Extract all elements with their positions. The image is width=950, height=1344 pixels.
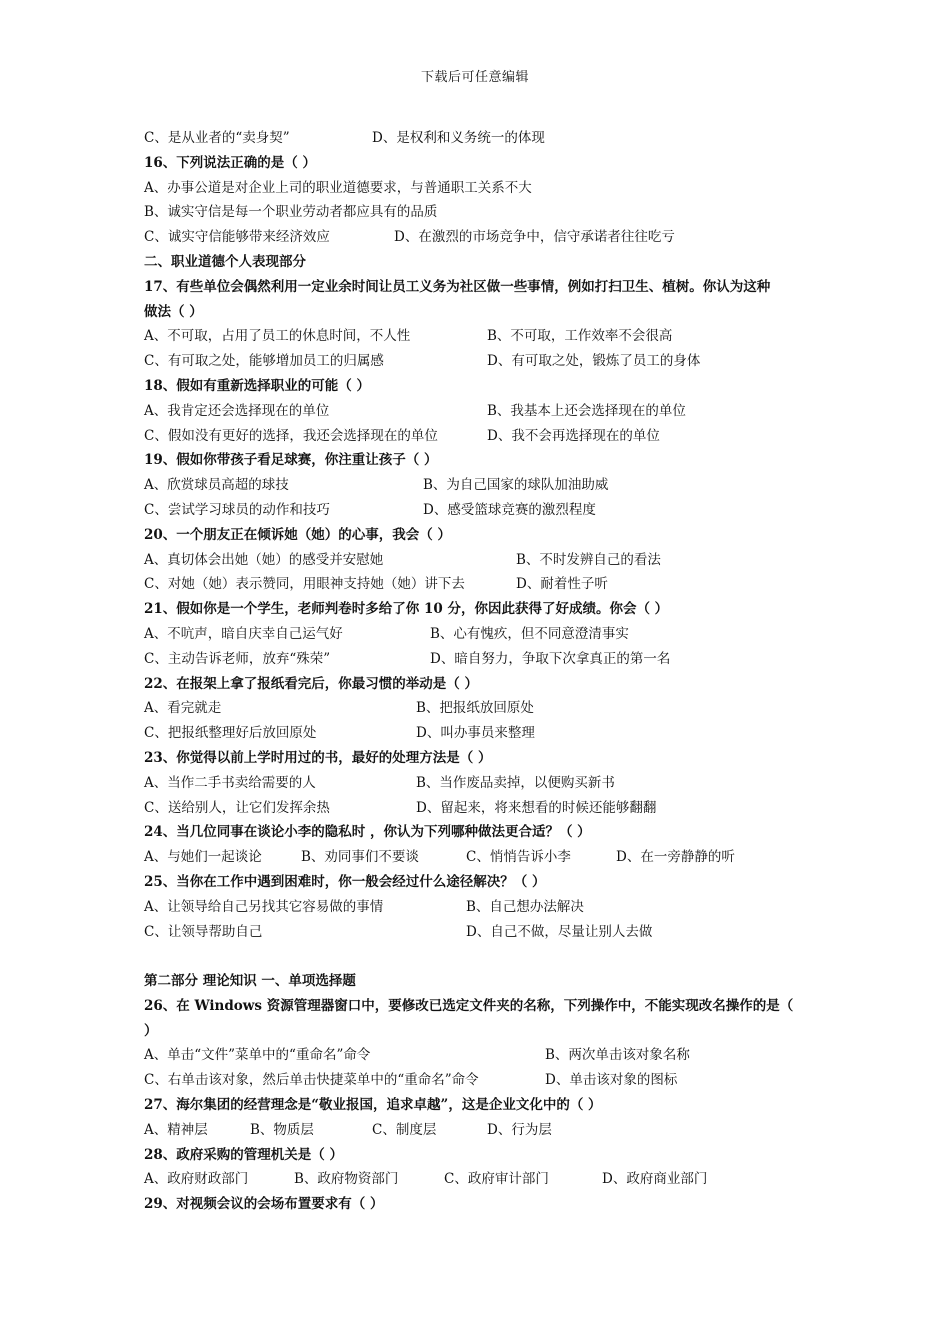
answer-option: C、右单击该对象，然后单击快捷菜单中的“重命名”命令 bbox=[144, 1072, 479, 1089]
question-line: 17、有些单位会偶然利用一定业余时间让员工义务为社区做一些事情，例如打扫卫生、植树。你认为这种 bbox=[144, 278, 771, 295]
answer-option: C、送给别人，让它们发挥余热 bbox=[144, 799, 330, 816]
question-line: 29、对视频会议的会场布置要求有（ ） bbox=[144, 1196, 384, 1213]
options-line bbox=[144, 895, 824, 920]
answer-option: B、诚实守信是每一个职业劳动者都应具有的品质 bbox=[144, 204, 438, 221]
answer-option: C、对她（她）表示赞同，用眼神支持她（她）讲下去 bbox=[144, 576, 465, 593]
answer-option: D、政府商业部门 bbox=[602, 1171, 708, 1188]
answer-option: A、精神层 bbox=[144, 1121, 208, 1138]
answer-option: B、把报纸放回原处 bbox=[416, 700, 534, 717]
answer-option: D、自己不做，尽量让别人去做 bbox=[466, 923, 653, 940]
options-line bbox=[144, 1167, 824, 1192]
answer-option: A、让领导给自己另找其它容易做的事情 bbox=[144, 898, 384, 915]
answer-option: B、不可取，工作效率不会很高 bbox=[487, 328, 673, 345]
options-line bbox=[144, 473, 824, 498]
options-line bbox=[144, 721, 824, 746]
options-line bbox=[144, 1068, 824, 1093]
options-line bbox=[144, 920, 824, 945]
answer-option: A、单击“文件”菜单中的“重命名”命令 bbox=[144, 1047, 371, 1064]
question-line: 16、下列说法正确的是（ ） bbox=[144, 154, 316, 171]
answer-option: D、暗自努力，争取下次拿真正的第一名 bbox=[430, 650, 671, 667]
question-line: 26、在 Windows 资源管理器窗口中，要修改已选定文件夹的名称，下列操作中，不能实现改名操作的是（ bbox=[144, 997, 794, 1014]
answer-option: C、是从业者的“卖身契” bbox=[144, 130, 290, 146]
options-line bbox=[144, 324, 824, 349]
question-line: 23、你觉得以前上学时用过的书，最好的处理方法是（ ） bbox=[144, 749, 492, 766]
answer-option: C、政府审计部门 bbox=[444, 1171, 549, 1188]
answer-option: B、当作废品卖掉，以便购买新书 bbox=[416, 774, 615, 791]
options-line bbox=[144, 796, 824, 821]
question-line: ） bbox=[144, 1022, 158, 1039]
answer-option: C、诚实守信能够带来经济效应 bbox=[144, 229, 330, 246]
answer-option: D、有可取之处，锻炼了员工的身体 bbox=[487, 353, 701, 370]
answer-option: D、留起来，将来想看的时候还能够翻翻 bbox=[416, 799, 657, 816]
question-line: 27、海尔集团的经营理念是“敬业报国，追求卓越”，这是企业文化中的（ ） bbox=[144, 1097, 602, 1114]
answer-option: B、物质层 bbox=[250, 1121, 314, 1138]
answer-option: B、自己想办法解决 bbox=[466, 898, 584, 915]
answer-option: A、政府财政部门 bbox=[144, 1171, 249, 1188]
answer-option: B、不时发辨自己的看法 bbox=[516, 551, 661, 568]
answer-option: B、政府物资部门 bbox=[294, 1171, 399, 1188]
options-line bbox=[144, 176, 824, 201]
answer-option: A、真切体会出她（她）的感受并安慰她 bbox=[144, 551, 384, 568]
options-line bbox=[144, 498, 824, 523]
options-line bbox=[144, 1118, 824, 1143]
answer-option: A、与她们一起谈论 bbox=[144, 849, 262, 866]
question-line: 第二部分 理论知识 一、单项选择题 bbox=[144, 973, 356, 990]
answer-option: D、感受篮球竞赛的激烈程度 bbox=[423, 501, 596, 518]
answer-option: B、两次单击该对象名称 bbox=[545, 1047, 690, 1064]
options-line bbox=[144, 548, 824, 573]
answer-option: B、劝同事们不要谈 bbox=[301, 849, 419, 866]
options-line bbox=[144, 126, 824, 151]
answer-option: C、让领导帮助自己 bbox=[144, 923, 263, 940]
answer-option: A、欣赏球员高超的球技 bbox=[144, 477, 289, 494]
options-line bbox=[144, 647, 824, 672]
options-line bbox=[144, 1043, 824, 1068]
answer-option: B、心有愧疚，但不同意澄清事实 bbox=[430, 625, 629, 642]
answer-option: D、在一旁静静的听 bbox=[616, 849, 735, 866]
question-line: 21、假如你是一个学生，老师判卷时多给了你 10 分，你因此获得了好成绩。你会（ ） bbox=[144, 601, 669, 618]
answer-option: C、把报纸整理好后放回原处 bbox=[144, 725, 317, 742]
answer-option: B、为自己国家的球队加油助威 bbox=[423, 477, 609, 494]
question-line: 24、当几位同事在谈论小李的隐私时 ，你认为下列哪种做法更合适？（ ） bbox=[144, 824, 591, 841]
answer-option: D、是权利和义务统一的体现 bbox=[372, 130, 545, 146]
answer-option: A、我肯定还会选择现在的单位 bbox=[144, 402, 330, 419]
answer-option: C、假如没有更好的选择，我还会选择现在的单位 bbox=[144, 427, 438, 444]
question-line: 18、假如有重新选择职业的可能（ ） bbox=[144, 377, 370, 394]
answer-option: A、不吭声，暗自庆幸自己运气好 bbox=[144, 625, 343, 642]
answer-option: A、看完就走 bbox=[144, 700, 222, 717]
options-line bbox=[144, 845, 824, 870]
answer-option: A、不可取，占用了员工的休息时间，不人性 bbox=[144, 328, 411, 345]
answer-option: D、行为层 bbox=[487, 1121, 552, 1138]
question-line: 19、假如你带孩子看足球赛，你注重让孩子（ ） bbox=[144, 452, 438, 469]
options-line bbox=[144, 424, 824, 449]
question-line: 25、当你在工作中遇到困难时，你一般会经过什么途径解决？（ ） bbox=[144, 873, 546, 890]
document-body bbox=[144, 126, 824, 1217]
answer-option: D、我不会再选择现在的单位 bbox=[487, 427, 660, 444]
options-line bbox=[144, 349, 824, 374]
options-line bbox=[144, 399, 824, 424]
options-line bbox=[144, 696, 824, 721]
page-header: 下载后可任意编辑 bbox=[420, 70, 529, 85]
options-line bbox=[144, 572, 824, 597]
answer-option: C、制度层 bbox=[372, 1121, 437, 1138]
spacer bbox=[144, 944, 824, 969]
answer-option: D、叫办事员来整理 bbox=[416, 725, 535, 742]
question-line: 28、政府采购的管理机关是（ ） bbox=[144, 1146, 343, 1163]
question-line: 20、一个朋友正在倾诉她（她）的心事，我会（ ） bbox=[144, 526, 451, 543]
question-line: 二、职业道德个人表现部分 bbox=[144, 253, 306, 270]
answer-option: A、办事公道是对企业上司的职业道德要求，与普通职工关系不大 bbox=[144, 179, 532, 196]
question-line: 做法（ ） bbox=[144, 303, 203, 320]
options-line bbox=[144, 771, 824, 796]
answer-option: C、悄悄告诉小李 bbox=[466, 849, 571, 866]
answer-option: C、主动告诉老师，放弃“殊荣” bbox=[144, 650, 331, 667]
answer-option: D、在激烈的市场竞争中，信守承诺者往往吃亏 bbox=[394, 229, 675, 246]
answer-option: C、尝试学习球员的动作和技巧 bbox=[144, 501, 330, 518]
options-line bbox=[144, 200, 824, 225]
answer-option: D、单击该对象的图标 bbox=[545, 1072, 678, 1089]
answer-option: C、有可取之处，能够增加员工的归属感 bbox=[144, 353, 384, 370]
options-line bbox=[144, 225, 824, 250]
question-line: 22、在报架上拿了报纸看完后，你最习惯的举动是（ ） bbox=[144, 675, 478, 692]
answer-option: A、当作二手书卖给需要的人 bbox=[144, 774, 316, 791]
answer-option: B、我基本上还会选择现在的单位 bbox=[487, 402, 686, 419]
answer-option: D、耐着性子听 bbox=[516, 576, 608, 593]
options-line bbox=[144, 622, 824, 647]
